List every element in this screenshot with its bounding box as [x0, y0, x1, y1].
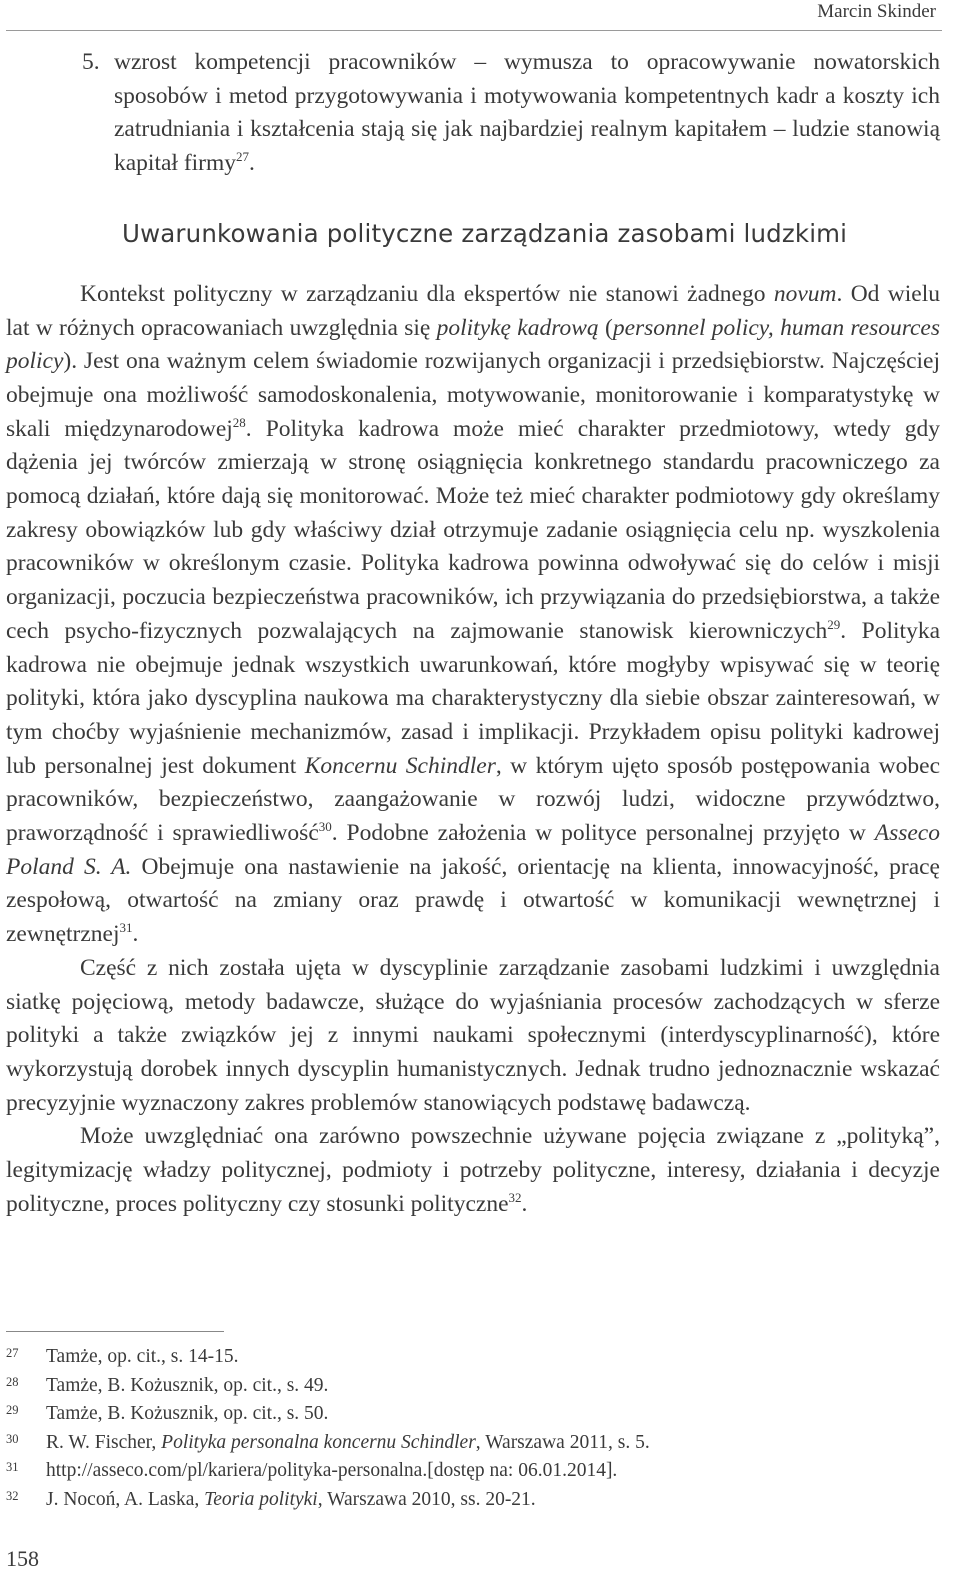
footnote-text	[46, 1457, 906, 1486]
paragraph-2: Część z nich została ujęta w dyscyplinie zarządzanie zasobami ludzkimi i uwzględnia siatkę pojęciową, metody badawcze, służące do wyjaśniania procesów zachodzących w sferze polityki a także związków jej z innymi naukami społecznymi (interdyscyplinarność), które wykorzystują dorobek innych dyscyplin humanistycznych. Jednak trudno jednoznacznie wskazać precyzyjnie wyznaczony zakres problemów stanowiących podstawę badawczą.	[6, 954, 940, 1116]
footnote-text	[46, 1343, 906, 1372]
footnote-30	[6, 1429, 906, 1458]
footnote-text	[46, 1372, 906, 1401]
footnote-number: 32	[6, 1488, 19, 1503]
section-title: Uwarunkowania polityczne zarządzania zasobami ludzkimi	[122, 218, 848, 248]
list-item-end: .	[249, 150, 255, 177]
p3-text: Może uwzględniać ona zarówno powszechnie używane pojęcia związane z „polityką”, legitymizację władzy politycznej, podmioty i potrzeby polityczne, interesy, działania i decyzje polityczne, proces polityczny czy stosunki polityczne	[6, 1123, 940, 1217]
footnote-text-part: J. Nocoń, A. Laska,	[46, 1488, 205, 1510]
p1-text: , w którym ujęto sposób postępowania wobec pracowników, bezpieczeństwo, zaangażowanie w rozwój ludzi, widoczne przywództwo, praworządność i sprawiedliwość	[6, 752, 940, 847]
footnote-text	[46, 1486, 906, 1515]
footnote-text	[46, 1429, 906, 1458]
footnote-separator	[6, 1331, 224, 1332]
list-item-number: 5.	[82, 49, 100, 75]
footnote-text-part: , Warszawa 2011, s. 5.	[475, 1431, 650, 1453]
p3-end: .	[521, 1190, 528, 1217]
footnote-link[interactable]: http://asseco.com/pl/kariera/polityka-personalna.[dostęp na: 06.01.2014].	[46, 1460, 618, 1481]
p1-text: ). Jest ona ważnym celem świadomie rozwijanych organizacji i przedsiębiorstw. Najczęściej obejmuje ona możliwość samodoskonalenia, motywowanie, monitorowanie i komparatystykę w skali międzynarodowej	[6, 348, 940, 442]
footnote-number: 31	[6, 1460, 19, 1474]
page-number: 158	[6, 1546, 39, 1571]
p1-text: (	[598, 314, 613, 341]
footnote-number: 28	[6, 1374, 19, 1389]
footnote-ref-28[interactable]: 28	[232, 414, 246, 430]
footnote-text-part: Tamże, B. Kożusznik, op. cit., s. 50.	[46, 1403, 329, 1424]
p1-text: Kontekst polityczny w zarządzaniu dla ekspertów nie stanowi żadnego	[80, 280, 774, 307]
p1-text: . Od wielu lat w różnych opracowaniach uwzględnia się	[6, 280, 941, 341]
p1-italic-english-term: personnel policy, human resources policy	[6, 314, 940, 375]
footnote-text-part: , Warszawa 2010, ss. 20-21.	[317, 1488, 536, 1510]
page-body	[6, 46, 940, 1222]
paragraph-3	[6, 1120, 940, 1221]
footnote-number: 27	[6, 1346, 19, 1360]
footnote-text	[46, 1400, 906, 1429]
p1-italic-term: politykę kadrową	[436, 314, 599, 341]
footnote-text-part: Tamże, op. cit., s. 14-15.	[46, 1346, 239, 1367]
list-item-text: wzrost kompetencji pracowników – wymusza to opracowywanie nowatorskich sposobów i metod przygotowywania i motywowania kompetentnych kadr a koszty ich zatrudniania i kształcenia stają się jak najbardziej realnym kapitałem – ludzie stanowią kapitał firmy	[114, 49, 940, 177]
footnote-italic: Polityka personalna koncernu Schindler	[161, 1431, 476, 1453]
footnote-ref-31[interactable]: 31	[119, 920, 133, 936]
footnote-number: 30	[6, 1431, 19, 1446]
footnote-text-part: R. W. Fischer,	[46, 1431, 162, 1453]
footnote-29	[6, 1400, 906, 1429]
footnote-32	[6, 1486, 906, 1515]
footnote-31	[6, 1457, 906, 1486]
p1-italic-asseco: Asseco Poland S. A.	[6, 820, 940, 880]
p1-text: . Polityka kadrowa może mieć charakter przedmiotowy, wtedy gdy dążenia jej twórców zmierzają w stronę osiągnięcia konkretnego standardu pracowniczego za pomocą działań, które dają się monitorować. Może też mieć charakter podmiotowy gdy określamy zakresy obowiązków lub gdy właściwy dział otrzymuje zadanie osiągnięcia celu np. wyszkolenia pracowników w określonym czasie. Polityka kadrowa powinna odwoływać się do celów i misji organizacji, poczucia bezpieczeństwa pracowników, ich przywiązania do przedsiębiorstwa, a także cech psycho-fizycznych pozwalających na zajmowanie stanowisk kierowniczych	[6, 415, 940, 644]
p1-italic-schindler: Koncernu Schindler	[304, 752, 496, 779]
footnote-ref-27[interactable]: 27	[236, 149, 250, 165]
footnote-28	[6, 1372, 906, 1401]
footnote-ref-30[interactable]: 30	[318, 819, 332, 835]
footnote-ref-32[interactable]: 32	[508, 1189, 522, 1205]
p1-text: . Polityka kadrowa nie obejmuje jednak wszystkich uwarunkowań, które mogłyby wpisywać się w teorię polityki, która jako dyscyplina naukowa ma charakterystyczny dla siebie obszar zainteresowań, w tym choćby wyjaśnienie mechanizmów, zasad i implikacji. Przykładem opisu polityki kadrowej lub personalnej jest dokument	[6, 617, 940, 779]
p1-text: .	[132, 921, 139, 948]
list-item-5	[6, 46, 940, 181]
footnote-27	[6, 1343, 906, 1372]
p1-text: Obejmuje ona nastawienie na jakość, orientację na klienta, innowacyjność, pracę zespołową, otwartość na zmiany oraz prawdę i otwartość w komunikacji wewnętrznej i zewnętrznej	[6, 853, 940, 948]
footnote-ref-29[interactable]: 29	[827, 617, 841, 633]
running-header	[6, 0, 942, 31]
footnote-text-part: Tamże, B. Kożusznik, op. cit., s. 49.	[46, 1374, 329, 1396]
paragraph-1	[6, 278, 940, 952]
header-author: Marcin Skinder	[817, 1, 936, 22]
footnote-italic: Teoria polityki	[204, 1488, 318, 1510]
footnote-number: 29	[6, 1403, 19, 1417]
p1-text: . Podobne założenia w polityce personalnej przyjęto w	[331, 820, 875, 847]
p1-italic-novum: novum	[773, 280, 837, 307]
footnotes	[6, 1343, 906, 1514]
